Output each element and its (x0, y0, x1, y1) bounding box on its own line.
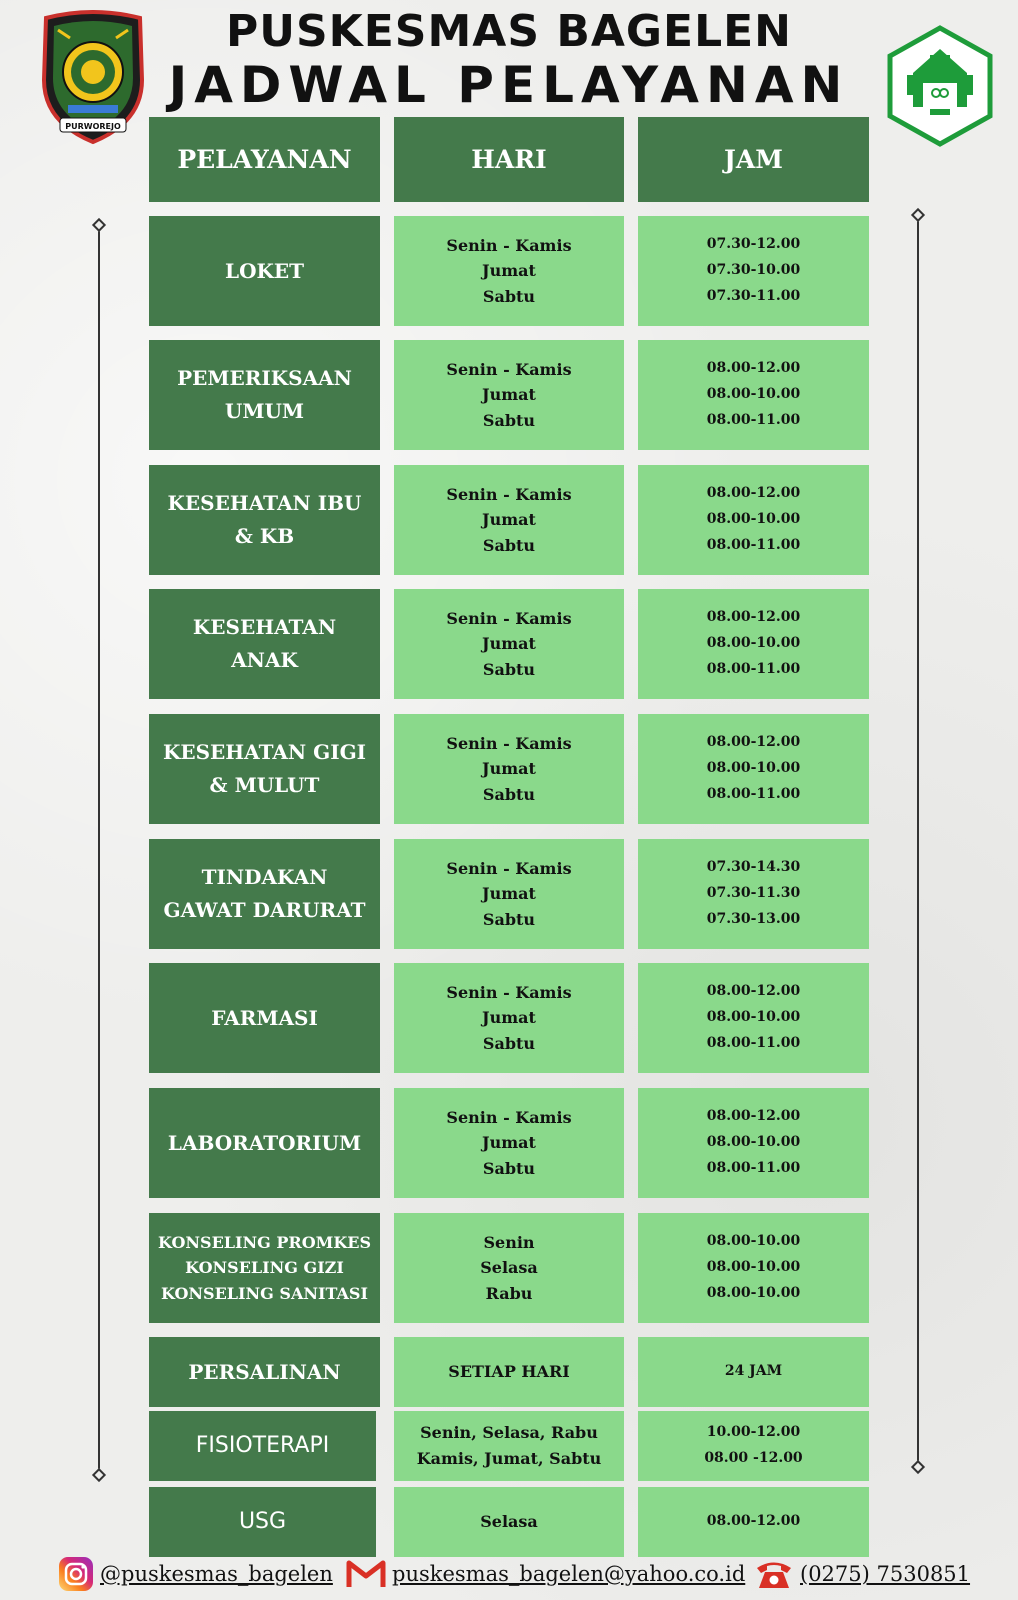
phone-number: (0275) 7530851 (800, 1562, 971, 1586)
service-days-cell (394, 589, 624, 699)
left-divider-line (98, 226, 100, 1474)
service-name-cell (149, 1088, 380, 1198)
service-hours-cell-line: 08.00-12.00 (706, 734, 801, 751)
service-name-cell (149, 1213, 380, 1323)
service-name-cell-line: ANAK (231, 648, 298, 672)
service-name-cell-line: & KB (234, 524, 295, 548)
service-hours-cell (638, 589, 869, 699)
service-days-cell (394, 340, 624, 450)
service-hours-cell-line: 08.00-11.00 (706, 1159, 801, 1176)
service-days-cell-line: Sabtu (482, 784, 536, 804)
service-name-cell-line: UMUM (224, 399, 305, 423)
service-days-cell (394, 465, 624, 575)
service-hours-cell-line: 08.00-10.00 (706, 760, 801, 777)
service-hours-cell-line: 08.00-10.00 (706, 1259, 801, 1276)
service-name-cell (149, 1411, 376, 1481)
gmail-icon (346, 1558, 386, 1590)
service-name-cell (149, 1487, 376, 1557)
service-name-cell-line: FARMASI (211, 1005, 318, 1030)
service-name-cell (149, 963, 380, 1073)
service-name-cell-line: KESEHATAN IBU (167, 491, 362, 515)
service-days-cell-line: Rabu (485, 1283, 533, 1303)
service-name-cell-line: FISIOTERAPI (195, 1432, 330, 1458)
footer (0, 1552, 1018, 1596)
service-hours-cell-line: 08.00-12.00 (706, 983, 801, 1000)
service-hours-cell-line: 08.00-10.00 (706, 1284, 801, 1301)
service-days-cell (394, 1487, 624, 1557)
service-days-cell-line: Jumat (482, 510, 536, 530)
instagram-handle: @puskesmas_bagelen (100, 1562, 333, 1586)
service-days-cell-line: Sabtu (482, 535, 536, 555)
service-name-cell (149, 216, 380, 326)
service-days-cell (394, 1088, 624, 1198)
service-days-cell-line: Jumat (482, 884, 536, 904)
service-name-cell-line: PEMERIKSAAN (177, 366, 352, 390)
service-hours-cell (638, 216, 869, 326)
service-hours-cell-line: 08.00-11.00 (706, 785, 801, 802)
service-days-cell-line: Sabtu (482, 909, 536, 929)
right-divider-line (917, 216, 919, 1466)
service-hours-cell-line: 07.30-12.00 (706, 236, 801, 253)
service-hours-cell-line: 08.00-10.00 (706, 511, 801, 528)
service-hours-cell (638, 963, 869, 1073)
column-header-hari: HARI (394, 117, 624, 202)
service-days-cell-line: Senin - Kamis (446, 858, 572, 878)
service-hours-cell-line: 08.00-10.00 (706, 1233, 801, 1250)
service-hours-cell-line: 08.00-10.00 (706, 1009, 801, 1026)
service-hours-cell-line: 08.00-11.00 (706, 660, 801, 677)
service-hours-cell-line: 08.00-12.00 (706, 360, 801, 377)
service-days-cell-line: Sabtu (482, 1033, 536, 1053)
service-hours-cell-line: 08.00-11.00 (706, 536, 801, 553)
service-hours-cell-line: 08.00-10.00 (706, 1134, 801, 1151)
service-name-cell-line: TINDAKAN (201, 865, 328, 889)
service-hours-cell-line: 08.00-10.00 (706, 635, 801, 652)
service-name-cell-line: USG (238, 1508, 287, 1534)
service-days-cell (394, 714, 624, 824)
service-days-cell-line: Selasa (480, 1258, 538, 1278)
service-hours-cell-line: 08.00-11.00 (706, 411, 801, 428)
service-days-cell-line: Senin - Kamis (446, 982, 572, 1002)
page-title: PUSKESMAS BAGELEN (225, 6, 793, 57)
service-hours-cell-line: 08.00-12.00 (706, 485, 801, 502)
service-hours-cell (638, 1213, 869, 1323)
column-header-jam: JAM (638, 117, 869, 202)
service-days-cell-line: Selasa (480, 1512, 538, 1532)
service-days-cell-line: Jumat (482, 634, 536, 654)
service-days-cell-line: Jumat (482, 1008, 536, 1028)
service-name-cell (149, 839, 380, 949)
service-name-cell-line: PERSALINAN (188, 1359, 341, 1384)
service-hours-cell-line: 07.30-14.30 (706, 859, 801, 876)
service-hours-cell (638, 1411, 869, 1481)
service-days-cell-line: Sabtu (482, 410, 536, 430)
service-name-cell-line: LABORATORIUM (167, 1130, 362, 1155)
service-days-cell (394, 1213, 624, 1323)
crest-label: PURWOREJO (65, 122, 121, 131)
service-days-cell (394, 963, 624, 1073)
service-hours-cell-line: 08.00-10.00 (706, 386, 801, 403)
service-name-cell (149, 340, 380, 450)
service-name-cell-line: KONSELING GIZI (185, 1258, 344, 1278)
telephone-icon (754, 1557, 794, 1591)
service-days-cell (394, 216, 624, 326)
service-days-cell-line: Senin - Kamis (446, 733, 572, 753)
service-hours-cell-line: 07.30-11.00 (706, 287, 801, 304)
service-hours-cell (638, 465, 869, 575)
service-hours-cell-line: 07.30-11.30 (706, 885, 801, 902)
service-days-cell-line: Kamis, Jumat, Sabtu (416, 1449, 602, 1468)
service-days-cell (394, 1411, 624, 1481)
service-name-cell-line: LOKET (225, 258, 304, 283)
service-days-cell-line: Senin - Kamis (446, 235, 572, 255)
service-hours-cell-line: 08.00-12.00 (706, 1108, 801, 1125)
service-days-cell-line: Jumat (482, 385, 536, 405)
service-days-cell-line: Jumat (482, 261, 536, 281)
service-name-cell-line: & MULUT (209, 773, 320, 797)
service-hours-cell (638, 1337, 869, 1407)
service-days-cell-line: Senin (483, 1232, 535, 1252)
service-hours-cell-line: 08.00-12.00 (706, 609, 801, 626)
service-hours-cell (638, 714, 869, 824)
page-subtitle: JADWAL PELAYANAN (168, 56, 850, 114)
email-link[interactable] (346, 1552, 745, 1596)
service-days-cell-line: Senin - Kamis (446, 608, 572, 628)
service-days-cell (394, 1337, 624, 1407)
service-hours-cell-line: 07.30-13.00 (706, 910, 801, 927)
service-name-cell-line: GAWAT DARURAT (163, 898, 366, 922)
service-hours-cell-line: 24 JAM (724, 1363, 783, 1380)
instagram-icon (58, 1556, 94, 1592)
service-hours-cell-line: 08.00-12.00 (706, 1513, 801, 1530)
service-days-cell (394, 839, 624, 949)
service-days-cell-line: Sabtu (482, 286, 536, 306)
instagram-link[interactable] (58, 1552, 333, 1596)
service-name-cell (149, 465, 380, 575)
service-name-cell (149, 714, 380, 824)
service-hours-cell-line: 07.30-10.00 (706, 262, 801, 279)
service-name-cell (149, 589, 380, 699)
service-name-cell-line: KESEHATAN (192, 615, 337, 639)
service-days-cell-line: Senin - Kamis (446, 484, 572, 504)
service-days-cell-line: Senin, Selasa, Rabu (420, 1423, 598, 1443)
email-address: puskesmas_bagelen@yahoo.co.id (392, 1562, 746, 1586)
service-hours-cell (638, 839, 869, 949)
service-hours-cell (638, 340, 869, 450)
column-header-pelayanan: PELAYANAN (149, 117, 380, 202)
service-days-cell-line: Senin - Kamis (446, 1107, 572, 1127)
service-hours-cell-line: 08.00-11.00 (706, 1034, 801, 1051)
service-days-cell-line: Sabtu (482, 659, 536, 679)
service-days-cell-line: Jumat (482, 1133, 536, 1153)
service-hours-cell-line: 08.00 -12.00 (704, 1450, 803, 1466)
service-hours-cell (638, 1088, 869, 1198)
regency-crest-icon (38, 10, 148, 145)
health-house-cross-icon (885, 25, 995, 147)
service-days-cell-line: Senin - Kamis (446, 359, 572, 379)
service-hours-cell (638, 1487, 869, 1557)
service-days-cell-line: Sabtu (482, 1158, 536, 1178)
service-name-cell-line: KESEHATAN GIGI (162, 740, 367, 764)
service-name-cell-line: KONSELING PROMKES (157, 1232, 371, 1252)
phone-link[interactable] (754, 1552, 970, 1596)
service-days-cell-line: Jumat (482, 759, 536, 779)
service-name-cell (149, 1337, 380, 1407)
service-days-cell-line: SETIAP HARI (448, 1362, 570, 1382)
service-name-cell-line: KONSELING SANITASI (161, 1283, 368, 1303)
service-hours-cell-line: 10.00-12.00 (706, 1424, 801, 1441)
